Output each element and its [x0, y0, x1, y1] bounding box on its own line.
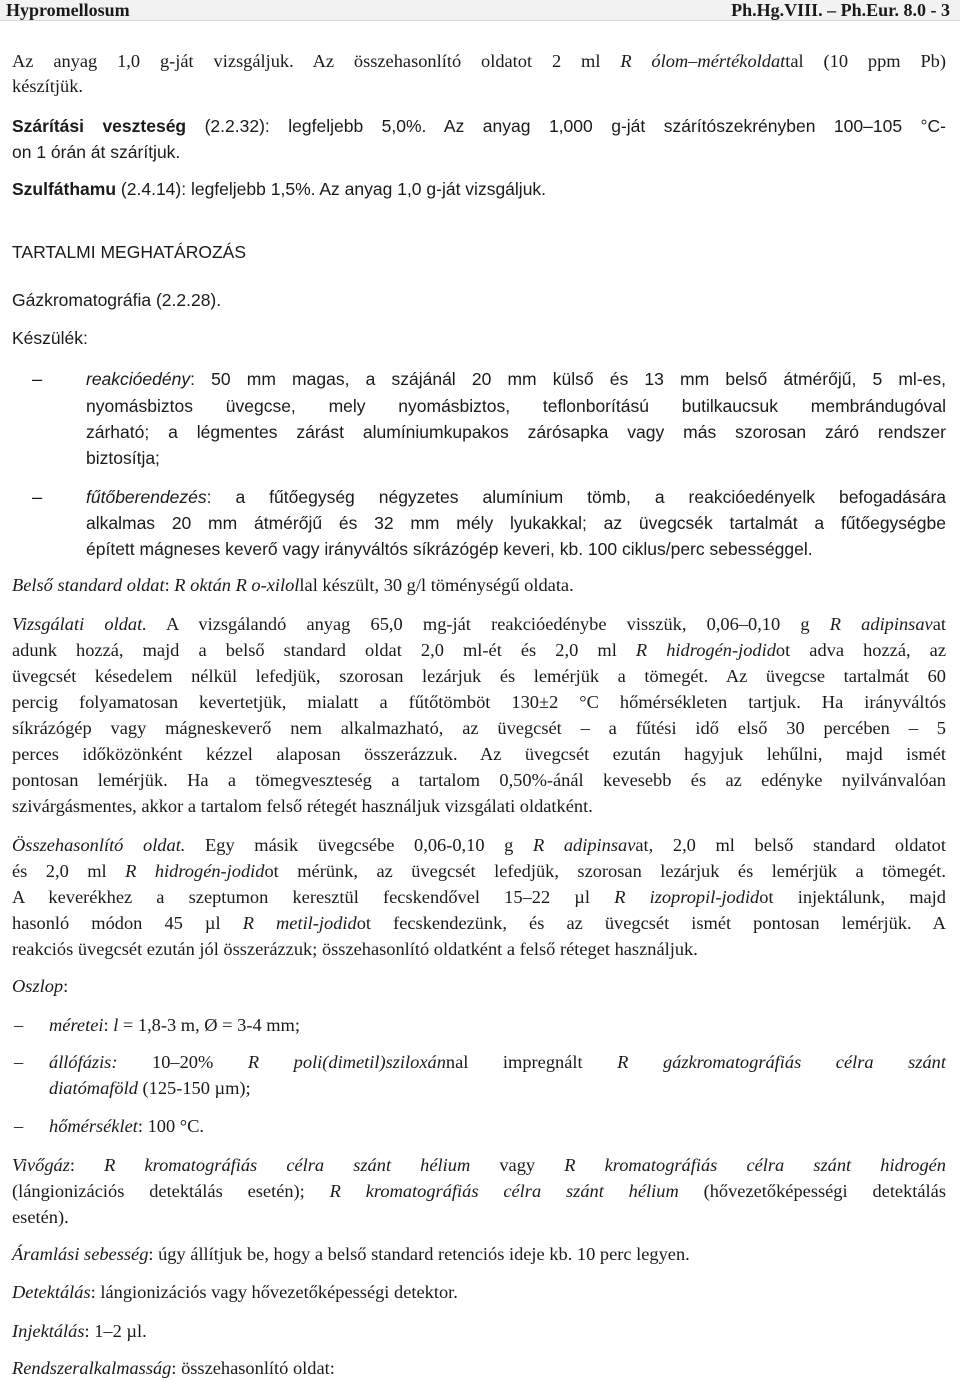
test-line-2: adunk hozzá, majd a belső standard oldat 2,0 ml-ét és 2,0 ml R hidrogén-jodidot adva hozzá, az [12, 640, 946, 660]
header-pharmacopoeia-ref: Ph.Hg.VIII. – Ph.Eur. 8.0 - 3 [731, 0, 950, 20]
vessel-line-2: nyomásbiztos üvegcse, mely nyomásbiztos, teflonborítású butilkaucsuk membrándugóval [86, 396, 946, 416]
test-line-8: szivárgásmentes, akkor a tartalom felső rétegét használjuk vizsgálati oldatként. [12, 796, 593, 816]
ref-line-5: reakciós üvegcsét ezután jól összerázzuk; összehasonlító oldatként a felső réteget használjuk. [12, 939, 698, 959]
vessel-line-4: biztosítja; [86, 448, 160, 468]
heater-line-1: fűtőberendezés: a fűtőegység négyzetes alumínium tömb, a reakcióedényelk befogadására [86, 487, 946, 507]
flow-rate: Áramlási sebesség: úgy állítjuk be, hogy a belső standard retenciós ideje kb. 10 perc legyen. [12, 1244, 690, 1264]
ref-term: Összehasonlító oldat. [12, 835, 186, 855]
gc-method: Gázkromatográfia (2.2.28). [12, 290, 222, 310]
test-line-5: síkrázógép vagy mágneskeverő nem alkalmazható, az üvegcsét – a fűtési idő első 30 percében – 5 [12, 718, 946, 738]
column-temperature: hőmérséklet: 100 °C. [49, 1116, 204, 1136]
detection: Detektálás: lángionizációs vagy hővezetőképességi detektor. [12, 1282, 458, 1302]
test-line-7: pontosan lemérjük. Ha a tömegveszteség a tartalom 0,50%-ánál kevesebb és az edényke nyilvánvalóan [12, 770, 946, 790]
heater-line-2: alkalmas 20 mm átmérőjű és 32 mm mély lyukakkal; az üvegcsék tartalmát a fűtőegységbe [86, 513, 946, 533]
test-line-1: Vizsgálati oldat. A vizsgálandó anyag 65,0 mg-ját reakcióedénybe visszük, 0,06–0,10 g R adipinsavat [12, 614, 946, 634]
test-line-6: perces időközönként kézzel alaposan összerázzuk. Az üvegcsét ezután hagyjuk lehűlni, majd ismét [12, 744, 946, 764]
drying-line-1: Szárítási veszteség (2.2.32): legfeljebb 5,0%. Az anyag 1,000 g-ját szárítószekrényben 100–105 °C- [12, 116, 946, 136]
vessel-line-3: zárható; a légmentes zárást alumíniumkupakos zárósapka vagy más szorosan záró rendszer [86, 422, 946, 442]
column-stationary-phase-1: állófázis: 10–20% R poli(dimetil)sziloxánnal impregnált R gázkromatográfiás célra szánt [49, 1052, 946, 1072]
p1-line-2: készítjük. [12, 76, 83, 96]
header-monograph-name: Hypromellosum [6, 0, 130, 20]
istd-term: Belső standard oldat [12, 575, 165, 595]
injection: Injektálás: 1–2 µl. [12, 1321, 147, 1341]
ref-line-4: hasonló módon 45 µl R metil-jodidot fecskendezünk, és az üvegcsét ismét pontosan lemérjük. A [12, 913, 946, 933]
running-header [0, 0, 960, 21]
bullet-dash: – [32, 368, 43, 389]
test-term: Vizsgálati oldat. [12, 614, 147, 634]
column-label: Oszlop: [12, 976, 69, 996]
apparatus-label: Készülék: [12, 328, 88, 348]
column-stationary-phase-2: diatómaföld (125-150 µm); [49, 1078, 251, 1098]
bullet-dash: – [32, 486, 43, 507]
bullet-dash: – [14, 1052, 24, 1072]
drying-term: Szárítási veszteség [12, 116, 187, 136]
assay-title: TARTALMI MEGHATÁROZÁS [12, 242, 247, 262]
ash-term: Szulfáthamu [12, 179, 117, 199]
ash-line: Szulfáthamu (2.4.14): legfeljebb 1,5%. Az anyag 1,0 g-ját vizsgáljuk. [12, 179, 547, 199]
bullet-dash: – [14, 1116, 24, 1136]
carrier-term: Vivőgáz [12, 1155, 70, 1175]
carrier-line-1: Vivőgáz: R kromatográfiás célra szánt hélium vagy R kromatográfiás célra szánt hidrogén [12, 1155, 946, 1175]
istd-line: Belső standard oldat: R oktán R o-xilollal készült, 30 g/l töménységű oldata. [12, 575, 574, 595]
carrier-line-3: esetén). [12, 1207, 69, 1227]
test-line-3: üvegcsét késedelem nélkül lefedjük, szorosan lezárjuk és lemérjük a tömegét. Az üvegcse tartalmát 60 [12, 666, 946, 686]
heater-line-3: épített mágneses keverő vagy irányváltós síkrázógép keveri, kb. 100 ciklus/perc sebességgel. [86, 539, 813, 559]
ref-line-1: Összehasonlító oldat. Egy másik üvegcsébe 0,06-0,10 g R adipinsavat, 2,0 ml belső standard oldatot [12, 835, 946, 855]
column-dimensions: méretei: l = 1,8-3 m, Ø = 3-4 mm; [49, 1015, 300, 1035]
carrier-line-2: (lángionizációs detektálás esetén); R kromatográfiás célra szánt hélium (hővezetőképességi detektálás [12, 1181, 946, 1201]
ref-line-2: és 2,0 ml R hidrogén-jodidot mérünk, az üvegcsét lefedjük, szorosan lezárjuk és lemérjük a tömegét. [12, 861, 946, 881]
ref-line-3: A keverékhez a szeptumon keresztül fecskendővel 15–22 µl R izopropil-jodidot injektálunk, majd [12, 887, 946, 907]
bullet-dash: – [14, 1015, 24, 1035]
vessel-line-1: reakcióedény: 50 mm magas, a szájánál 20 mm külső és 13 mm belső átmérőjű, 5 ml-es, [86, 369, 946, 389]
drying-line-2: on 1 órán át szárítjuk. [12, 142, 181, 162]
test-line-4: percig folyamatosan kevertetjük, mialatt a fűtőtömböt 130±2 °C hőmérsékleten tartjuk. Ha irányváltós [12, 692, 946, 712]
system-suitability: Rendszeralkalmasság: összehasonlító oldat: [12, 1358, 335, 1378]
p1-line-1: Az anyag 1,0 g-ját vizsgáljuk. Az összehasonlító oldatot 2 ml R ólom–mértékoldattal (10 ppm Pb) [12, 51, 946, 71]
